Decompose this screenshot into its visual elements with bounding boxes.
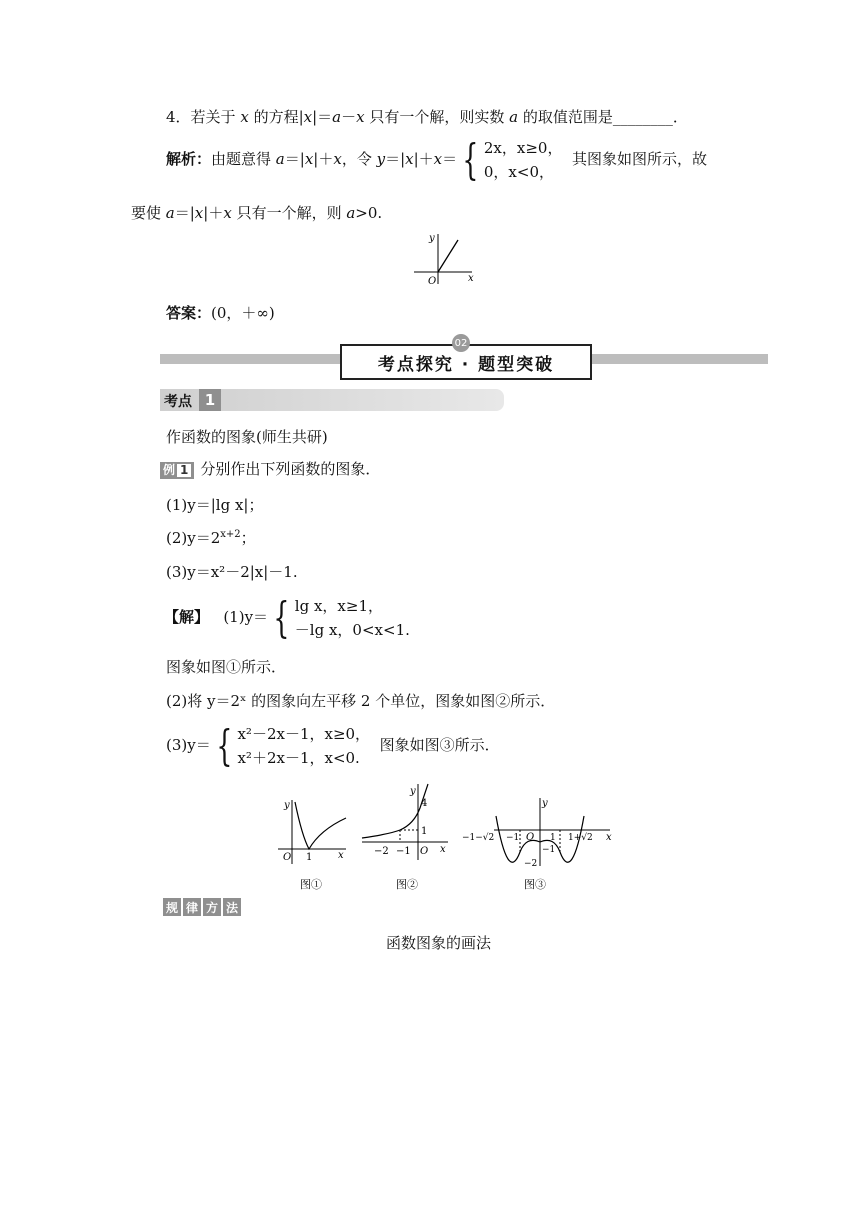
var: x [194, 204, 204, 222]
figure-caption: 图① [300, 878, 322, 891]
example-prompt: 分别作出下列函数的图象． [200, 460, 381, 478]
origin-label: O [526, 832, 535, 843]
text: 的取值范围是 [518, 108, 613, 126]
text: |＋ [203, 204, 224, 222]
tick-label: −1 [396, 846, 411, 857]
text: 只有一个解，则实数 [364, 108, 510, 126]
superscript: x+2 [220, 529, 241, 540]
text: 其图象如图所示，故 [572, 150, 708, 168]
tick-label: −1 [506, 833, 520, 843]
brace: { [273, 593, 290, 642]
y-label: y [284, 800, 290, 811]
example-1 [160, 458, 380, 479]
figure-3 [460, 794, 620, 892]
tick-label: 1 [306, 852, 313, 863]
tick-label: 1 [421, 826, 428, 837]
kaodian-label: 考点 [164, 394, 192, 410]
text: － [341, 108, 357, 126]
y-label: y [410, 786, 416, 797]
text: (3)y＝ [166, 736, 211, 754]
case: x²＋2x－1，x<0. [237, 749, 360, 767]
var: x [240, 108, 249, 126]
y-label: y [542, 798, 548, 809]
method-char: 律 [183, 898, 201, 916]
figure-caption: 图③ [524, 878, 546, 891]
problem-4 [166, 106, 688, 127]
var: a [165, 204, 175, 222]
var: x [433, 150, 443, 168]
text: |＝ [312, 108, 333, 126]
brace: { [462, 135, 479, 184]
piecewise-cases [484, 136, 563, 184]
var: y [376, 150, 386, 168]
answer [166, 302, 275, 323]
var: x [223, 204, 232, 222]
section-title: 考点探究 · 题型突破 [340, 344, 592, 380]
var: x [356, 108, 365, 126]
tick-label: 1 [550, 833, 556, 843]
answer-value: (0，＋∞) [211, 304, 275, 322]
text: 若关于 [190, 108, 241, 126]
tick-label: −2 [374, 846, 389, 857]
example-item-1: (1)y＝|lg x|； [166, 496, 264, 514]
method-title: 函数图象的画法 [386, 934, 492, 952]
section-number: 02 [452, 334, 470, 352]
var: a [332, 108, 342, 126]
analysis [166, 136, 707, 184]
figure-2 [360, 780, 454, 892]
case: －lg x，0<x<1. [294, 621, 410, 639]
analysis-label: 解析： [166, 150, 212, 168]
case: 0，x<0， [483, 163, 555, 181]
small-graph [410, 228, 480, 288]
var: x [304, 150, 314, 168]
brace: { [216, 721, 233, 770]
badge-text: 例 [163, 462, 176, 477]
analysis-line-2 [131, 202, 382, 223]
graph-line [438, 240, 458, 272]
text: >0. [355, 204, 383, 222]
text: 由题意得 [211, 150, 276, 168]
badge-num: 1 [177, 464, 191, 477]
text: 只有一个解，则 [231, 204, 347, 222]
method-char: 方 [203, 898, 221, 916]
solution-1-note: 图象如图①所示． [166, 658, 287, 676]
problem-number: 4． [166, 108, 191, 126]
text: ＝ [442, 150, 458, 168]
solution-3 [166, 722, 500, 770]
case: lg x，x≥1， [294, 597, 383, 615]
x-label: x [468, 273, 474, 284]
text: ＝| [174, 204, 195, 222]
text: ． [672, 108, 688, 126]
figure-1 [276, 794, 352, 892]
text: (2)y＝2 [166, 529, 221, 547]
var: x [405, 150, 414, 168]
x-label: x [338, 850, 344, 861]
curve [295, 802, 346, 849]
example-item-3: (3)y＝x²－2|x|－1. [166, 563, 298, 581]
origin-label: O [420, 846, 429, 857]
answer-label: 答案： [166, 304, 212, 322]
var: a [346, 204, 356, 222]
var: a [509, 108, 519, 126]
text: |＋ [413, 150, 434, 168]
text: ＝| [385, 150, 406, 168]
origin-label: O [283, 852, 292, 863]
text: ，令 [341, 150, 377, 168]
method-char: 规 [163, 898, 181, 916]
example-item-2 [166, 527, 256, 548]
text: (1)y＝ [223, 608, 269, 626]
tick-label: 1+√2 [568, 833, 593, 843]
case: 2x，x≥0， [483, 139, 563, 157]
tick-label: −1 [542, 845, 556, 855]
y-label: y [429, 233, 435, 244]
solution-2: (2)将 y＝2ˣ 的图象向左平移 2 个单位，图象如图②所示． [166, 692, 556, 710]
solution-label: 【解】 [164, 608, 210, 626]
var: x [303, 108, 313, 126]
figure-caption: 图② [396, 878, 418, 891]
kaodian-number: 1 [199, 389, 221, 411]
solution-1 [164, 594, 410, 642]
tick-label: −2 [524, 859, 538, 869]
kaodian-subtitle: 作函数的图象(师生共研) [166, 428, 328, 446]
text: 图象如图③所示． [379, 736, 500, 754]
piecewise-cases [237, 722, 370, 770]
text: 要使 [131, 204, 166, 222]
text: ； [240, 529, 256, 547]
answer-blank: ________ [612, 108, 673, 126]
case: x²－2x－1，x≥0， [237, 725, 371, 743]
origin-label: O [428, 276, 437, 287]
x-label: x [606, 832, 612, 843]
x-label: x [440, 844, 446, 855]
tick-label: 4 [421, 798, 428, 809]
piecewise-cases [295, 594, 410, 642]
text: 的方程| [248, 108, 304, 126]
tick-label: −1−√2 [462, 833, 495, 843]
var: x [333, 150, 342, 168]
text: |＋ [313, 150, 334, 168]
text: ＝| [284, 150, 305, 168]
method-label [163, 898, 241, 916]
var: a [275, 150, 285, 168]
method-char: 法 [223, 898, 241, 916]
example-badge [160, 462, 194, 479]
